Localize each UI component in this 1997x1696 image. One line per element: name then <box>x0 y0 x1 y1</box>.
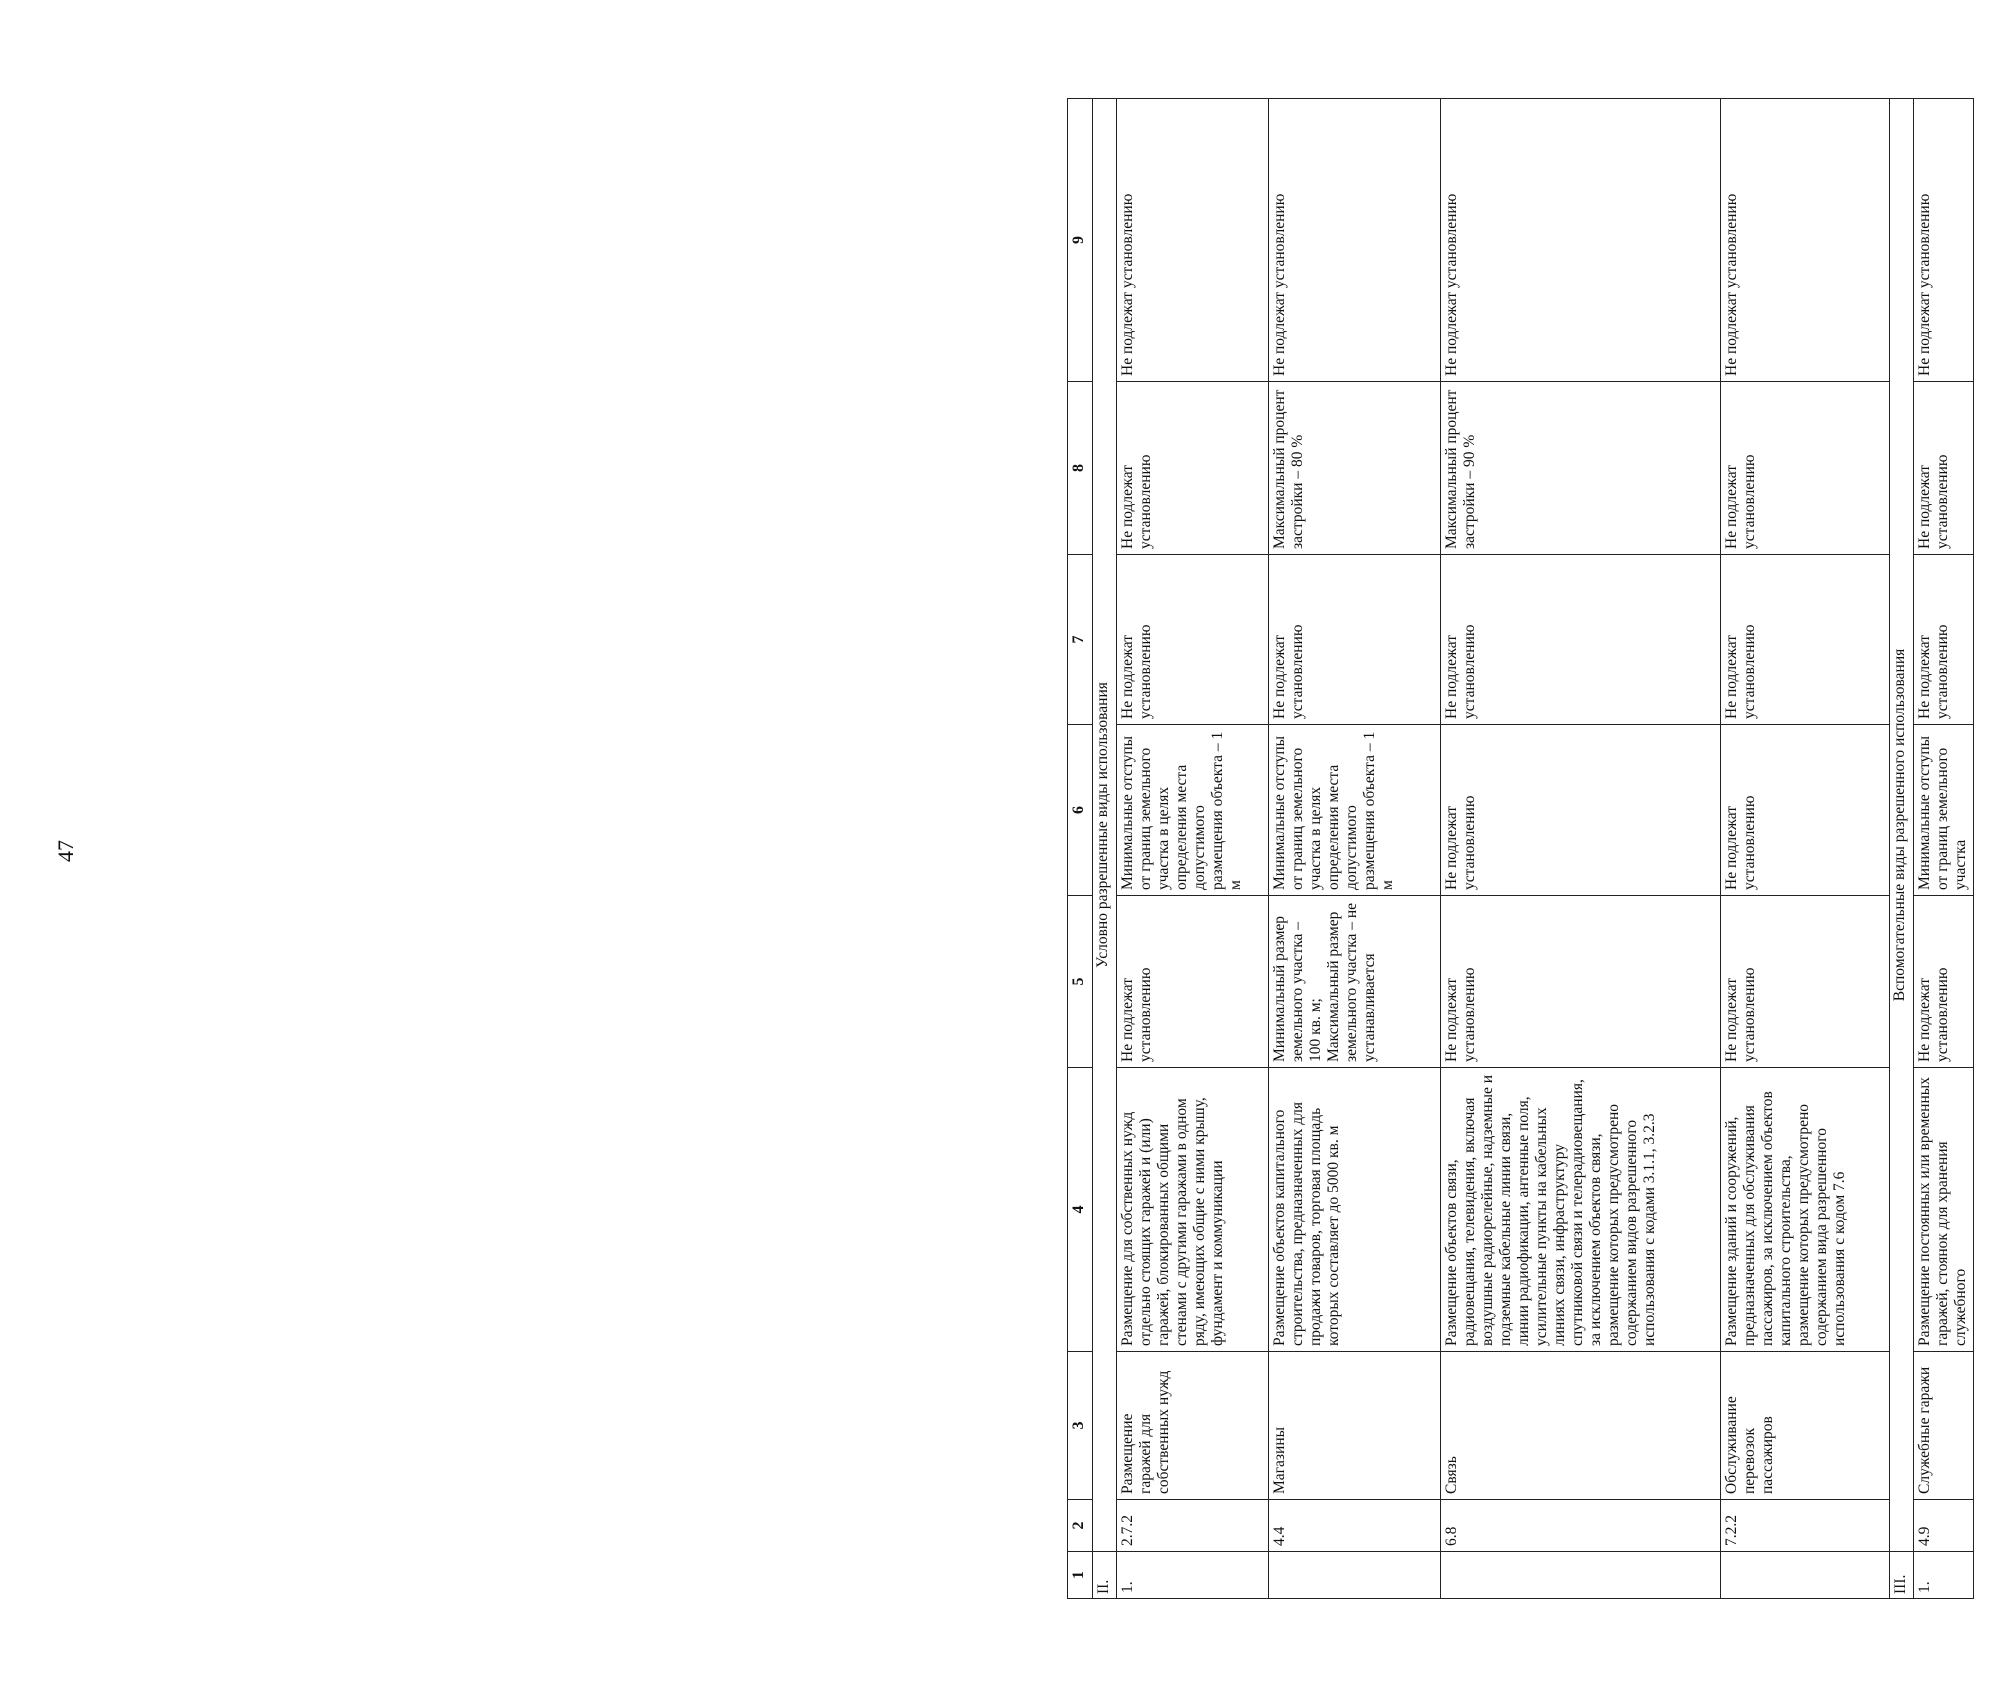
cell-use-name: Обслуживание перевозок пассажиров <box>1721 1352 1890 1500</box>
cell-build-percent: Максимальный процент застройки – 80 % <box>1269 382 1441 555</box>
cell-setbacks: Не подлежат установлению <box>1721 725 1890 896</box>
header-row <box>1068 99 1093 1599</box>
cell-use-description: Размещение зданий и сооружений, предназначенных для обслуживания пассажиров, за исключением объектов капитального строительства, размещение которых предусмотрено содержанием вида разрешенного использования с кодом 7.6 <box>1721 1068 1890 1352</box>
cell-build-percent: Максимальный процент застройки – 90 % <box>1441 382 1721 555</box>
col-header-6: 6 <box>1068 725 1093 896</box>
cell-use-name: Служебные гаражи <box>1914 1352 1974 1500</box>
cell-setbacks: Минимальные отступы от границ земельного участка <box>1914 725 1974 896</box>
cell-other: Не подлежат установлению <box>1117 99 1269 382</box>
cell-use-name: Связь <box>1441 1352 1721 1500</box>
cell-plot-size: Не подлежат установлению <box>1441 896 1721 1068</box>
table-row <box>1441 99 1721 1599</box>
cell-build-percent: Не подлежат установлению <box>1117 382 1269 555</box>
cell-other: Не подлежат установлению <box>1721 99 1890 382</box>
col-header-5: 5 <box>1068 896 1093 1068</box>
cell-floors: Не подлежат установлению <box>1721 555 1890 725</box>
cell-use-description: Размещение объектов связи, радиовещания, телевидения, включая воздушные радиорелейные, надземные и подземные кабельные линии связи, линии радиофикации, антенные поля, усилительные пункты на кабельных линиях связи, инфраструктуру спутниковой связи и телерадиовещания, за исключением объектов связи, размещение которых предусмотрено содержанием видов разрешенного использования с кодами 3.1.1, 3.2.3 <box>1441 1068 1721 1352</box>
cell-use-name: Размещение гаражей для собственных нужд <box>1117 1352 1269 1500</box>
cell-setbacks: Не подлежат установлению <box>1441 725 1721 896</box>
col-header-9: 9 <box>1068 99 1093 382</box>
col-header-7: 7 <box>1068 555 1093 725</box>
cell-build-percent: Не подлежат установлению <box>1721 382 1890 555</box>
cell-code: 2.7.2 <box>1117 1500 1269 1552</box>
cell-use-description: Размещение постоянных или временных гаражей, стоянок для хранения служебного <box>1914 1068 1974 1352</box>
cell-floors: Не подлежат установлению <box>1269 555 1441 725</box>
cell-plot-size: Минимальный размер земельного участка – 100 кв. м; Максимальный размер земельного участка – не устанавливается <box>1269 896 1441 1068</box>
page-number: 47 <box>53 840 78 862</box>
cell-use-description: Размещение объектов капитального строительства, предназначенных для продажи товаров, торговая площадь которых составляет до 5000 кв. м <box>1269 1068 1441 1352</box>
cell-setbacks: Минимальные отступы от границ земельного участка в целях определения места допустимого размещения объекта – 1 м <box>1117 725 1269 896</box>
cell-code: 4.9 <box>1914 1500 1974 1552</box>
section-row-conditional <box>1093 99 1117 1599</box>
cell-plot-size: Не подлежат установлению <box>1914 896 1974 1068</box>
section-title: Вспомогательные виды разрешенного использования <box>1890 99 1914 1552</box>
cell-floors: Не подлежат установлению <box>1117 555 1269 725</box>
cell-build-percent: Не подлежат установлению <box>1914 382 1974 555</box>
col-header-1: 1 <box>1068 1552 1093 1599</box>
cell-use-description: Размещение для собственных нужд отдельно стоящих гаражей и (или) гаражей, блокированных общими стенами с другими гаражами в одном ряду, имеющих общие с ними крышу, фундамент и коммуникации <box>1117 1068 1269 1352</box>
col-header-3: 3 <box>1068 1352 1093 1500</box>
cell-code: 7.2.2 <box>1721 1500 1890 1552</box>
cell-floors: Не подлежат установлению <box>1914 555 1974 725</box>
section-title: Условно разрешенные виды использования <box>1093 99 1117 1552</box>
cell-code: 6.8 <box>1441 1500 1721 1552</box>
table-row <box>1269 99 1441 1599</box>
cell-setbacks: Минимальные отступы от границ земельного участка в целях определения места допустимого размещения объекта – 1 м <box>1269 725 1441 896</box>
regulations-table <box>1067 98 1974 1599</box>
section-row-auxiliary <box>1890 99 1914 1599</box>
cell-use-name: Магазины <box>1269 1352 1441 1500</box>
cell-other: Не подлежат установлению <box>1269 99 1441 382</box>
cell-plot-size: Не подлежат установлению <box>1721 896 1890 1068</box>
section-number: II. <box>1093 1552 1117 1599</box>
section-number: III. <box>1890 1552 1914 1599</box>
cell-index <box>1441 1552 1721 1599</box>
cell-index <box>1269 1552 1441 1599</box>
cell-code: 4.4 <box>1269 1500 1441 1552</box>
cell-index: 1. <box>1117 1552 1269 1599</box>
cell-plot-size: Не подлежат установлению <box>1117 896 1269 1068</box>
rotated-page <box>1067 99 1997 1599</box>
table-row <box>1117 99 1269 1599</box>
col-header-8: 8 <box>1068 382 1093 555</box>
cell-other: Не подлежат установлению <box>1441 99 1721 382</box>
col-header-2: 2 <box>1068 1500 1093 1552</box>
table-row <box>1914 99 1974 1599</box>
col-header-4: 4 <box>1068 1068 1093 1352</box>
cell-floors: Не подлежат установлению <box>1441 555 1721 725</box>
cell-index <box>1721 1552 1890 1599</box>
cell-index: 1. <box>1914 1552 1974 1599</box>
table-row <box>1721 99 1890 1599</box>
cell-other: Не подлежат установлению <box>1914 99 1974 382</box>
